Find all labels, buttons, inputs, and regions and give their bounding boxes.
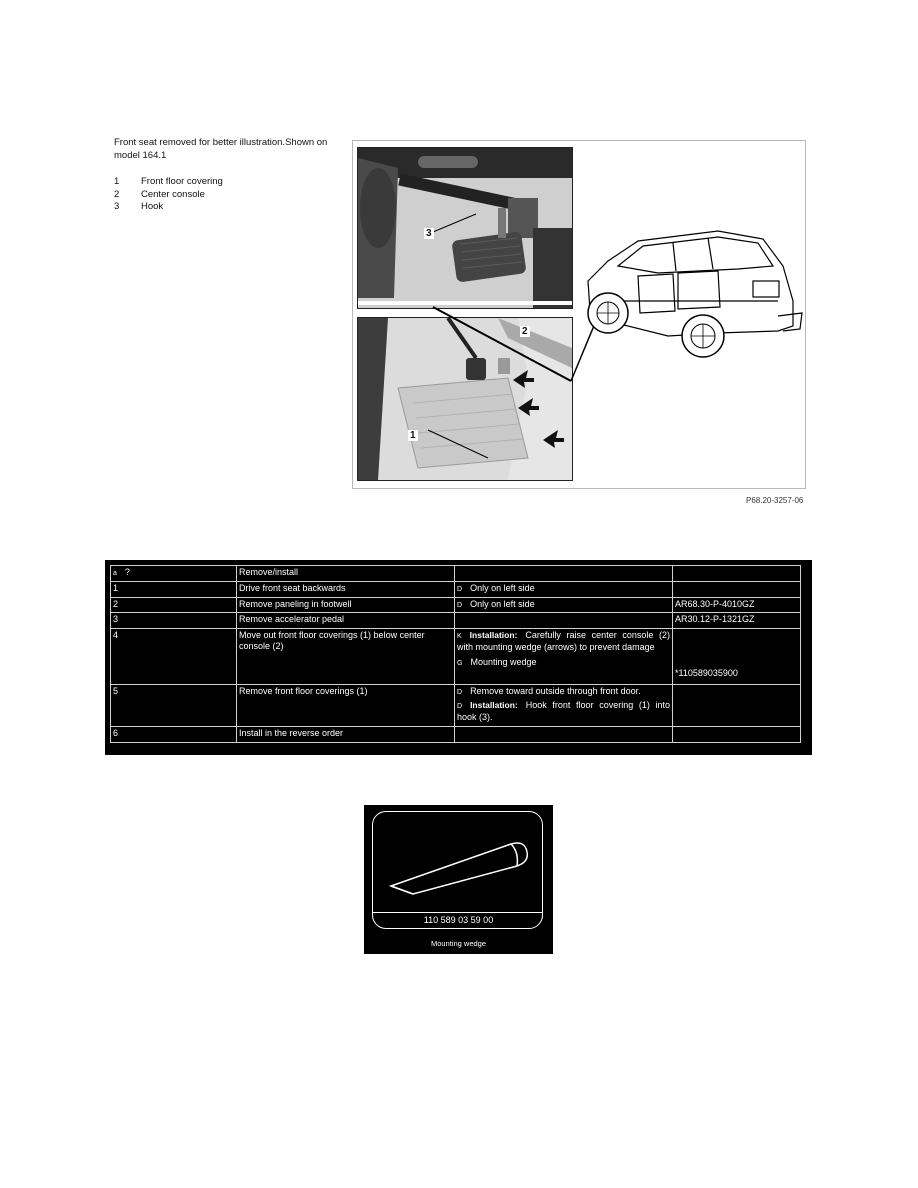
table-row [111, 629, 801, 685]
table-header-row [111, 566, 801, 582]
step-action: Remove front floor coverings (1) [237, 685, 455, 727]
legend-item-number: 1 [114, 176, 120, 187]
table-row [111, 613, 801, 629]
legend-item-number: 3 [114, 201, 120, 212]
special-tool-card [364, 805, 553, 954]
step-note [455, 685, 673, 727]
header-cell [673, 566, 801, 582]
step-note [455, 598, 673, 613]
tool-name: Mounting wedge [430, 939, 487, 948]
note-text: Only on left side [470, 583, 535, 593]
vehicle-illustration [578, 221, 803, 371]
header-marker: a [113, 570, 117, 577]
header-cell [111, 566, 237, 582]
table-row [111, 727, 801, 743]
note-text: Hook front floor covering (1) into hook (3). [457, 700, 670, 722]
step-reference[interactable]: *110589035900 [673, 629, 801, 685]
step-number: 3 [111, 613, 237, 629]
procedure-table [110, 565, 801, 743]
figure-legend [114, 137, 344, 214]
header-cell: Remove/install [237, 566, 455, 582]
callout-label: 3 [426, 228, 432, 239]
note-marker: G [457, 660, 463, 667]
legend-item [114, 189, 344, 202]
step-note [455, 582, 673, 598]
figure-reference: P68.20-3257-06 [746, 496, 804, 505]
step-action: Remove paneling in footwell [237, 598, 455, 613]
note-marker: D [457, 689, 463, 696]
installation-figure [352, 140, 806, 489]
legend-item-label: Hook [141, 201, 164, 212]
callout-label: 2 [522, 326, 528, 337]
step-action: Move out front floor coverings (1) below center console (2) [237, 629, 455, 685]
tool-number: 110 589 03 59 00 [423, 915, 494, 925]
header-cell [455, 566, 673, 582]
note-text: Remove toward outside through front door. [470, 686, 641, 696]
step-note [455, 727, 673, 743]
step-number: 5 [111, 685, 237, 727]
step-action: Drive front seat backwards [237, 582, 455, 598]
mounting-wedge-icon [373, 812, 544, 912]
note-marker: D [457, 703, 463, 710]
table-row [111, 598, 801, 613]
note-text: Mounting wedge [470, 657, 537, 667]
step-reference [673, 582, 801, 598]
table-row [111, 685, 801, 727]
step-number: 1 [111, 582, 237, 598]
figure-caption: Front seat removed for better illustration.Shown on model 164.1 [114, 137, 328, 161]
step-action: Remove accelerator pedal [237, 613, 455, 629]
note-text: Only on left side [470, 599, 535, 609]
step-number: 2 [111, 598, 237, 613]
note-marker: K [457, 633, 462, 640]
legend-item [114, 201, 344, 214]
tool-divider [372, 912, 543, 913]
legend-item-number: 2 [114, 188, 120, 200]
callout-label: 1 [410, 430, 416, 441]
legend-item [114, 176, 344, 189]
legend-item-label: Front floor covering [141, 176, 223, 187]
note-keyword: Installation: [469, 630, 518, 640]
step-reference[interactable]: AR68.30-P-4010GZ [673, 598, 801, 613]
table-row [111, 582, 801, 598]
note-marker: D [457, 602, 463, 609]
procedure-table-frame [105, 560, 812, 755]
step-reference [673, 727, 801, 743]
step-reference [673, 685, 801, 727]
step-action: Install in the reverse order [237, 727, 455, 743]
legend-item-label: Center console [141, 188, 205, 200]
step-note [455, 613, 673, 629]
note-keyword: Installation: [470, 700, 518, 710]
step-number: 6 [111, 727, 237, 743]
step-number: 4 [111, 629, 237, 685]
note-text: Carefully raise center console (2) with mounting wedge (arrows) to prevent damage [457, 630, 670, 652]
step-note [455, 629, 673, 685]
note-marker: D [457, 586, 463, 593]
step-reference[interactable]: AR30.12-P-1321GZ [673, 613, 801, 629]
header-marker: ? [124, 567, 130, 577]
